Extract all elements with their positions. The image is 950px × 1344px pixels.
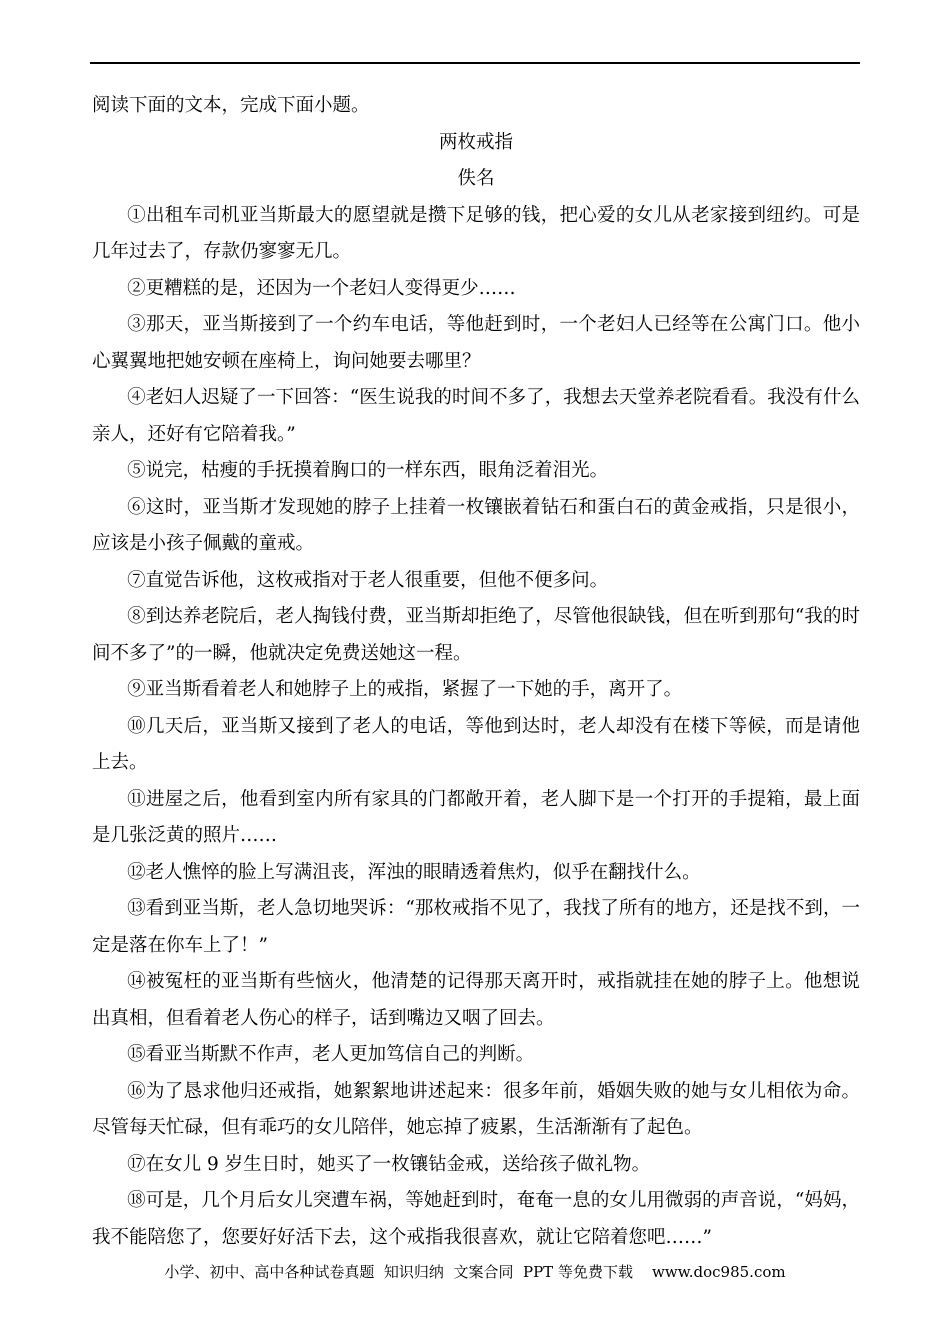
paragraph-4: ④老妇人迟疑了一下回答：“医生说我的时间不多了，我想去天堂养老院看看。我没有什么亲人，还好有它陪着我。” [92,387,860,445]
paragraph-2: ②更糟糕的是，还因为一个老妇人变得更少…… [127,277,516,299]
paragraph-9: ⑨亚当斯看着老人和她脖子上的戒指，紧握了一下她的手，离开了。 [127,679,683,700]
paragraph-1: ①出租车司机亚当斯最大的愿望就是攒下足够的钱，把心爱的女儿从老家接到纽约。可是几年过去了，存款仍寥寥无几。 [92,204,860,262]
paragraph-13: ⑬看到亚当斯，老人急切地哭诉：“那枚戒指不见了，我找了所有的地方，还是找不到，一定是落在你车上了！” [92,898,860,956]
paragraph-5: ⑤说完，枯瘦的手抚摸着胸口的一样东西，眼角泛着泪光。 [127,460,609,481]
article-author: 佚名 [457,168,495,189]
paragraph-7: ⑦直觉告诉他，这枚戒指对于老人很重要，但他不便多问。 [127,569,609,591]
paragraph-12: ⑫老人憔悴的脸上写满沮丧，浑浊的眼睛透着焦灼，似乎在翻找什么。 [127,861,701,883]
paragraph-17: ⑰在女儿 9 岁生日时，她买了一枚镶钻金戒，送给孩子做礼物。 [127,1153,651,1175]
paragraph-14: ⑭被冤枉的亚当斯有些恼火，他清楚的记得那天离开时，戒指就挂在她的脖子上。他想说出真相，但看着老人伤心的样子，话到嘴边又咽了回去。 [92,971,860,1029]
paragraph-3: ③那天，亚当斯接到了一个约车电话，等他赶到时，一个老妇人已经等在公寓门口。他小心翼翼地把她安顿在座椅上，询问她要去哪里？ [92,314,860,372]
page-footer: 小学、初中、高中各种试卷真题 知识归纳 文案合同 PPT 等免费下载 www.doc985.com [164,1263,786,1281]
instruction-text: 阅读下面的文本，完成下面小题。 [92,95,370,116]
paragraph-11: ⑪进屋之后，他看到室内所有家具的门都敞开着，老人脚下是一个打开的手提箱，最上面是几张泛黄的照片…… [92,788,860,846]
document-body [92,88,860,1256]
paragraph-10: ⑩几天后，亚当斯又接到了老人的电话，等他到达时，老人却没有在楼下等候，而是请他上去。 [92,715,860,773]
header-rule [90,62,860,64]
paragraph-15: ⑮看亚当斯默不作声，老人更加笃信自己的判断。 [127,1044,535,1065]
paragraph-6: ⑥这时，亚当斯才发现她的脖子上挂着一枚镶嵌着钻石和蛋白石的黄金戒指，只是很小，应该是小孩子佩戴的童戒。 [92,496,860,554]
paragraph-8: ⑧到达养老院后，老人掏钱付费，亚当斯却拒绝了，尽管他很缺钱，但在听到那句“我的时间不多了”的一瞬，他就决定免费送她这一程。 [92,606,860,664]
article-title: 两枚戒指 [438,131,513,153]
paragraph-18: ⑱可是，几个月后女儿突遭车祸，等她赶到时，奄奄一息的女儿用微弱的声音说，“妈妈，我不能陪您了，您要好好活下去，这个戒指我很喜欢，就让它陪着您吧……” [92,1190,860,1248]
paragraph-16: ⑯为了恳求他归还戒指，她絮絮地讲述起来：很多年前，婚姻失败的她与女儿相依为命。尽管每天忙碌，但有乖巧的女儿陪伴，她忘掉了疲累，生活渐渐有了起色。 [92,1080,860,1138]
